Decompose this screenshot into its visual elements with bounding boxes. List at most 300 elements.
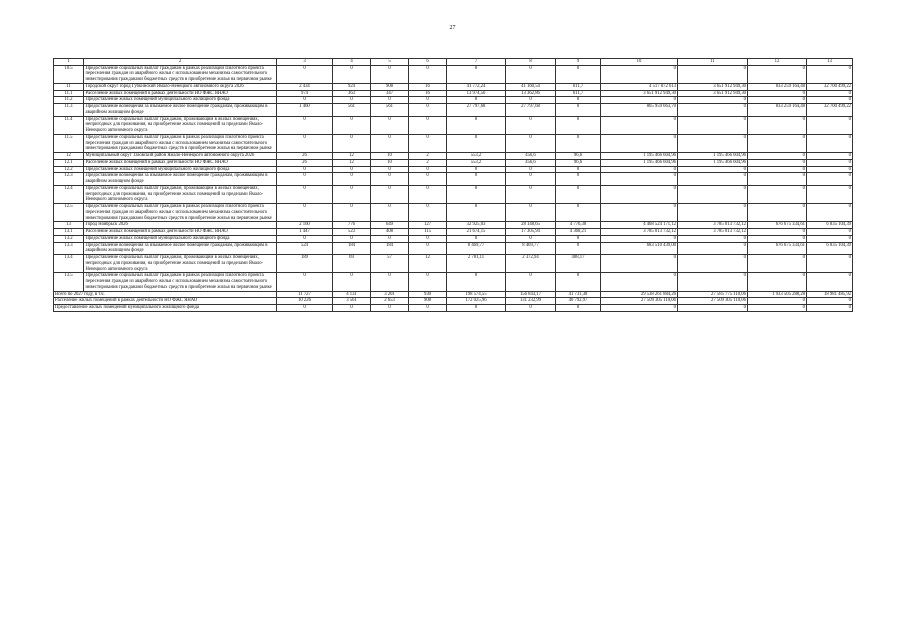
value-cell: 0: [409, 65, 447, 83]
total-value-cell: 29 538 261 884,26: [601, 291, 678, 298]
row-description: Предоставление социальных выплат гражданам, проживающим в жилых помещениях, непригодных для проживания, на приобретение жилых помещений за пределами Ямало-Ненецкого автономного округа: [84, 185, 277, 203]
value-cell: 0: [678, 255, 748, 273]
value-cell: 27 797,68: [447, 104, 506, 117]
column-number: 2: [84, 59, 277, 66]
value-cell: 0: [748, 159, 807, 166]
total-value-cell: 930: [409, 291, 447, 298]
value-cell: 0: [447, 204, 506, 222]
value-cell: 16: [409, 83, 447, 90]
total-value-cell: 3 201: [371, 291, 409, 298]
value-cell: 0: [371, 116, 409, 134]
value-cell: 0: [447, 235, 506, 242]
value-cell: 0: [409, 97, 447, 104]
value-cell: 0: [506, 134, 556, 152]
total-value-cell: 10 226: [277, 298, 333, 305]
value-cell: 184: [371, 242, 409, 255]
row-description: Предоставление жилых помещений муниципального жилищного фонда: [84, 166, 277, 173]
value-cell: 1 195 466 604,96: [601, 159, 678, 166]
value-cell: 0: [748, 173, 807, 186]
value-cell: 676 675 334,61: [748, 242, 807, 255]
value-cell: 4 776,38: [556, 222, 601, 229]
row-description: Предоставление социальных выплат гражданам, проживающим в жилых помещениях, непригодных для проживания, на приобретение жилых помещений за пределами Ямало-Ненецкого автономного округа: [84, 255, 277, 273]
value-cell: 0: [277, 235, 333, 242]
value-cell: 0: [447, 116, 506, 134]
value-cell: 3 785 013 732,12: [678, 229, 748, 236]
value-cell: 0: [556, 134, 601, 152]
total-value-cell: 0: [506, 305, 556, 312]
value-cell: 0: [807, 204, 853, 222]
value-cell: 1 195 466 604,96: [601, 153, 678, 160]
value-cell: 1 195 466 604,96: [678, 153, 748, 160]
value-cell: 0: [371, 134, 409, 152]
value-cell: 0: [601, 173, 678, 186]
value-cell: 16: [409, 90, 447, 97]
value-cell: 0: [807, 235, 853, 242]
table-row: [54, 255, 853, 273]
value-cell: 3 651 912 949,30: [678, 90, 748, 97]
total-label: Всего по 2027 году, в т.ч.: [54, 291, 277, 298]
value-cell: 0: [678, 242, 748, 255]
value-cell: 0: [556, 104, 601, 117]
value-cell: 0: [748, 166, 807, 173]
value-cell: 12: [333, 153, 371, 160]
value-cell: 0: [371, 273, 409, 291]
table-row: [54, 65, 853, 83]
value-cell: 0: [333, 204, 371, 222]
table-row: [54, 116, 853, 134]
table-row: [54, 235, 853, 242]
value-cell: 127: [409, 222, 447, 229]
value-cell: 0: [409, 273, 447, 291]
row-number: 11: [54, 83, 84, 90]
value-cell: 0: [506, 235, 556, 242]
row-description: Расселение жилых помещений в рамках деятельности НО ФЖС ЯНАО: [84, 159, 277, 166]
value-cell: 3 651 912 949,30: [678, 83, 748, 90]
value-cell: 0: [601, 273, 678, 291]
value-cell: 10: [371, 159, 409, 166]
value-cell: 0: [678, 273, 748, 291]
value-cell: 553,2: [447, 159, 506, 166]
value-cell: 924: [333, 83, 371, 90]
value-cell: 8 469,77: [447, 242, 506, 255]
value-cell: 12: [409, 255, 447, 273]
row-description: Предоставление социальных выплат гражданам в рамках реализации Пилотного проекта переселения граждан из аварийного жилья с использованием механизма самостоятельного инвестирования гражданами бюджетных средств в приобретение жилья на первичном рынке: [84, 65, 277, 83]
value-cell: 0: [601, 255, 678, 273]
value-cell: 561: [333, 104, 371, 117]
value-cell: 0: [277, 65, 333, 83]
value-cell: 649: [371, 222, 409, 229]
value-cell: 611,7: [556, 83, 601, 90]
row-description: Предоставление социальных выплат гражданам в рамках реализации Пилотного проекта переселения граждан из аварийного жилья с использованием механизма самостоятельного инвестирования гражданами бюджетных средств в приобретение жилья на первичном рынке: [84, 204, 277, 222]
value-cell: 1 460: [277, 104, 333, 117]
value-cell: 0: [506, 273, 556, 291]
value-cell: 0: [447, 273, 506, 291]
row-description: Расселение жилых помещений в рамках деятельности НО ФЖС ЯНАО: [84, 90, 277, 97]
value-cell: 3 651 912 949,30: [601, 90, 678, 97]
value-cell: 0: [277, 116, 333, 134]
value-cell: 0: [807, 116, 853, 134]
table-row: [54, 159, 853, 166]
total-value-cell: 0: [601, 305, 678, 312]
total-value-cell: 27 509 305 110,06: [601, 298, 678, 305]
value-cell: 2: [409, 153, 447, 160]
value-cell: 27 797,68: [506, 104, 556, 117]
value-cell: 12: [333, 159, 371, 166]
value-cell: 0: [333, 116, 371, 134]
value-cell: 0: [748, 204, 807, 222]
value-cell: 0: [807, 90, 853, 97]
value-cell: 0: [807, 65, 853, 83]
row-description: Предоставление социальных выплат гражданам, проживающим в жилых помещениях, непригодных для проживания, на приобретение жилых помещений за пределами Ямало-Ненецкого автономного округа: [84, 116, 277, 134]
row-number: 13.1: [54, 229, 84, 236]
total-label: Расселение жилых помещений в рамках деятельности НО ФЖС ЯНАО: [54, 298, 277, 305]
value-cell: 0: [556, 65, 601, 83]
column-number: 11: [678, 59, 748, 66]
total-value-cell: 908: [409, 298, 447, 305]
value-cell: 189: [277, 255, 333, 273]
table-body: [54, 59, 853, 312]
value-cell: 41 772,24: [447, 83, 506, 90]
value-cell: 4 468 524 171,12: [601, 222, 678, 229]
total-value-cell: 27 585 775 110,06: [678, 291, 748, 298]
total-value-cell: 0: [447, 305, 506, 312]
row-number: 13.5: [54, 273, 84, 291]
total-value-cell: 11 727: [277, 291, 333, 298]
row-description: Предоставление социальных выплат гражданам в рамках реализации Пилотного проекта переселения граждан из аварийного жилья с использованием механизма самостоятельного инвестирования гражданами бюджетных средств в приобретение жилья на первичном рынке: [84, 134, 277, 152]
row-description: Городской округ город Губкинский Ямало-Ненецкого автономного округа 2026: [84, 83, 277, 90]
value-cell: 0: [807, 229, 853, 236]
value-cell: 0: [371, 166, 409, 173]
value-cell: 0: [556, 242, 601, 255]
value-cell: 833 259 164,48: [748, 83, 807, 90]
row-description: Город Ноябрьск 2026: [84, 222, 277, 229]
value-cell: 4 368,21: [556, 229, 601, 236]
value-cell: 2 160: [277, 222, 333, 229]
table-row: [54, 229, 853, 236]
value-cell: 0: [333, 65, 371, 83]
value-cell: 0: [333, 235, 371, 242]
value-cell: 0: [506, 204, 556, 222]
value-cell: 0: [506, 116, 556, 134]
value-cell: 0: [277, 273, 333, 291]
row-number: 11.4: [54, 116, 84, 134]
total-value-cell: 2 653: [371, 298, 409, 305]
value-cell: 553,2: [447, 153, 506, 160]
value-cell: 776: [333, 222, 371, 229]
total-label: Предоставление жилых помещений муниципального жилищного фонда: [54, 305, 277, 312]
value-cell: 0: [807, 273, 853, 291]
column-number: 3: [277, 59, 333, 66]
value-cell: 0: [506, 185, 556, 203]
row-number: 11.1: [54, 90, 84, 97]
table-row: [54, 242, 853, 255]
value-cell: 0: [277, 134, 333, 152]
value-cell: 0: [678, 235, 748, 242]
row-number: 12: [54, 153, 84, 160]
value-cell: 0: [748, 65, 807, 83]
total-value-cell: 156 843,17: [506, 291, 556, 298]
value-cell: 0: [678, 116, 748, 134]
value-cell: 17 305,94: [506, 229, 556, 236]
value-cell: 0: [333, 97, 371, 104]
value-cell: 0: [277, 97, 333, 104]
value-cell: 0: [748, 273, 807, 291]
value-cell: 0: [678, 65, 748, 83]
table-row: [54, 222, 853, 229]
value-cell: 523: [333, 229, 371, 236]
value-cell: 0: [678, 97, 748, 104]
value-cell: 2 781,11: [447, 255, 506, 273]
value-cell: 0: [447, 65, 506, 83]
row-description: Предоставление возмещения за изымаемое жилое помещение гражданам, проживающим в аварийном жилищном фонде: [84, 242, 277, 255]
value-cell: 41 160,54: [506, 83, 556, 90]
table-row: [54, 153, 853, 160]
value-cell: 0: [333, 134, 371, 152]
total-value-cell: 18 981 485,92: [807, 291, 853, 298]
value-cell: 0: [371, 97, 409, 104]
value-cell: 13 974,56: [447, 90, 506, 97]
row-description: Предоставление возмещения за изымаемое жилое помещение гражданам, проживающим в аварийном жилищном фонде: [84, 104, 277, 117]
value-cell: 0: [678, 204, 748, 222]
value-cell: 8 469,77: [506, 242, 556, 255]
value-cell: 0: [371, 65, 409, 83]
value-cell: 0: [601, 97, 678, 104]
value-cell: 0: [678, 134, 748, 152]
value-cell: 69: [333, 255, 371, 273]
total-value-cell: 41 731,38: [556, 291, 601, 298]
row-number: 11.5: [54, 134, 84, 152]
value-cell: 683 510 439,00: [601, 242, 678, 255]
value-cell: 0: [447, 97, 506, 104]
value-cell: 4 517 872 613: [601, 83, 678, 90]
value-cell: 0: [807, 166, 853, 173]
value-cell: 96,6: [556, 159, 601, 166]
value-cell: 0: [748, 116, 807, 134]
value-cell: 0: [371, 204, 409, 222]
row-number: 13.3: [54, 242, 84, 255]
value-cell: 96,6: [556, 153, 601, 160]
value-cell: 0: [556, 173, 601, 186]
value-cell: 0: [807, 185, 853, 203]
column-number: 4: [333, 59, 371, 66]
table-row: [54, 204, 853, 222]
total-value-cell: 0: [371, 305, 409, 312]
value-cell: 0: [556, 204, 601, 222]
value-cell: 908: [371, 83, 409, 90]
total-value-cell: 0: [807, 305, 853, 312]
total-value-cell: 0: [748, 298, 807, 305]
row-number: 12.1: [54, 159, 84, 166]
table-row: [54, 173, 853, 186]
column-number: 1: [54, 59, 84, 66]
value-cell: 3 785 013 732,12: [678, 222, 748, 229]
value-cell: 0: [556, 116, 601, 134]
total-value-cell: 131 232,99: [506, 298, 556, 305]
table-row: [54, 97, 853, 104]
table-row: [54, 90, 853, 97]
row-number: 12.2: [54, 166, 84, 173]
total-row: [54, 305, 853, 312]
total-value-cell: 172 025,96: [447, 298, 506, 305]
value-cell: 0: [277, 185, 333, 203]
value-cell: 0: [506, 97, 556, 104]
total-value-cell: 0: [409, 305, 447, 312]
value-cell: 363: [333, 90, 371, 97]
value-cell: 0: [506, 65, 556, 83]
value-cell: 0: [556, 166, 601, 173]
value-cell: 0: [748, 229, 807, 236]
column-number: 8: [506, 59, 556, 66]
resettlement-table: [53, 58, 853, 312]
value-cell: 0: [409, 204, 447, 222]
value-cell: 0: [277, 204, 333, 222]
total-row: [54, 298, 853, 305]
value-cell: 32 700 499,22: [807, 104, 853, 117]
total-value-cell: 40 792,97: [556, 298, 601, 305]
value-cell: 561: [371, 104, 409, 117]
value-cell: 0: [601, 65, 678, 83]
value-cell: 0: [678, 166, 748, 173]
value-cell: 6 835 104,39: [807, 242, 853, 255]
value-cell: 184: [333, 242, 371, 255]
value-cell: 0: [748, 185, 807, 203]
total-value-cell: 0: [748, 305, 807, 312]
value-cell: 0: [807, 134, 853, 152]
column-number: 10: [601, 59, 678, 66]
value-cell: 32 925,03: [447, 222, 506, 229]
column-number: 7: [447, 59, 506, 66]
value-cell: 0: [807, 97, 853, 104]
row-number: 10.5: [54, 65, 84, 83]
value-cell: 347: [371, 90, 409, 97]
value-cell: 0: [333, 185, 371, 203]
value-cell: 0: [409, 242, 447, 255]
value-cell: 0: [678, 104, 748, 117]
value-cell: 2 434: [277, 83, 333, 90]
value-cell: 0: [748, 134, 807, 152]
value-cell: 0: [371, 235, 409, 242]
row-number: 13: [54, 222, 84, 229]
row-number: 13.2: [54, 235, 84, 242]
value-cell: 0: [601, 166, 678, 173]
total-value-cell: 0: [556, 305, 601, 312]
value-cell: 0: [748, 235, 807, 242]
value-cell: 865 959 663,70: [601, 104, 678, 117]
row-number: 12.3: [54, 173, 84, 186]
value-cell: 0: [748, 90, 807, 97]
value-cell: 0: [277, 173, 333, 186]
value-cell: 0: [601, 116, 678, 134]
table-row: [54, 273, 853, 291]
total-value-cell: 0: [678, 305, 748, 312]
value-cell: 408: [371, 229, 409, 236]
row-description: Расселение жилых помещений в рамках деятельности НО ФЖС ЯНАО: [84, 229, 277, 236]
row-description: Муниципальный округ Тазовский район Ямало-Ненецкого автономного округа 2026: [84, 153, 277, 160]
value-cell: 0: [409, 173, 447, 186]
value-cell: 0: [409, 235, 447, 242]
total-row: [54, 291, 853, 298]
value-cell: 0: [601, 185, 678, 203]
table-row: [54, 104, 853, 117]
value-cell: 0: [277, 166, 333, 173]
row-description: Предоставление социальных выплат гражданам в рамках реализации Пилотного проекта переселения граждан из аварийного жилья с использованием механизма самостоятельного инвестирования гражданами бюджетных средств в приобретение жилья на первичном рынке: [84, 273, 277, 291]
total-value-cell: 0: [277, 305, 333, 312]
row-number: 11.3: [54, 104, 84, 117]
value-cell: 0: [409, 104, 447, 117]
value-cell: 456,6: [506, 153, 556, 160]
total-value-cell: 0: [807, 298, 853, 305]
value-cell: 0: [556, 185, 601, 203]
value-cell: 0: [409, 185, 447, 203]
column-number: 13: [807, 59, 853, 66]
value-cell: 0: [447, 185, 506, 203]
value-cell: 57: [371, 255, 409, 273]
value-cell: 676 675 334,61: [748, 222, 807, 229]
value-cell: 6 835 104,39: [807, 222, 853, 229]
row-number: 12.4: [54, 185, 84, 203]
value-cell: 0: [371, 185, 409, 203]
value-cell: 524: [277, 242, 333, 255]
value-cell: 32 700 499,22: [807, 83, 853, 90]
value-cell: 1 447: [277, 229, 333, 236]
row-description: Предоставление жилых помещений муниципального жилищного фонда: [84, 235, 277, 242]
value-cell: 0: [409, 134, 447, 152]
row-number: 13.4: [54, 255, 84, 273]
value-cell: 0: [447, 166, 506, 173]
value-cell: 115: [409, 229, 447, 236]
value-cell: 0: [447, 134, 506, 152]
table-row: [54, 134, 853, 152]
total-value-cell: 1 933 505 288,28: [748, 291, 807, 298]
value-cell: 0: [807, 159, 853, 166]
value-cell: 26: [277, 159, 333, 166]
value-cell: 456,6: [506, 159, 556, 166]
row-description: Предоставление жилых помещений муниципального жилищного фонда: [84, 97, 277, 104]
row-number: 12.5: [54, 204, 84, 222]
value-cell: 0: [506, 173, 556, 186]
column-number: 5: [371, 59, 409, 66]
value-cell: 0: [601, 235, 678, 242]
value-cell: 0: [748, 153, 807, 160]
value-cell: 0: [447, 173, 506, 186]
value-cell: 28 148,65: [506, 222, 556, 229]
value-cell: 21 674,15: [447, 229, 506, 236]
value-cell: 0: [556, 97, 601, 104]
value-cell: 0: [556, 235, 601, 242]
total-value-cell: 3 561: [333, 298, 371, 305]
value-cell: 0: [409, 166, 447, 173]
total-value-cell: 27 509 305 110,06: [678, 298, 748, 305]
value-cell: 611,7: [556, 90, 601, 97]
value-cell: 0: [807, 153, 853, 160]
value-cell: 13 362,86: [506, 90, 556, 97]
value-cell: 0: [678, 185, 748, 203]
value-cell: 0: [678, 173, 748, 186]
value-cell: 0: [748, 97, 807, 104]
value-cell: 0: [371, 173, 409, 186]
value-cell: 833 259 164,48: [748, 104, 807, 117]
row-number: 11.2: [54, 97, 84, 104]
value-cell: 408,17: [556, 255, 601, 273]
table-row: [54, 185, 853, 203]
value-cell: 0: [333, 173, 371, 186]
value-cell: 0: [506, 166, 556, 173]
column-number: 9: [556, 59, 601, 66]
total-value-cell: 4 131: [333, 291, 371, 298]
value-cell: 974: [277, 90, 333, 97]
page-number: 27: [449, 25, 456, 31]
column-number: 6: [409, 59, 447, 66]
